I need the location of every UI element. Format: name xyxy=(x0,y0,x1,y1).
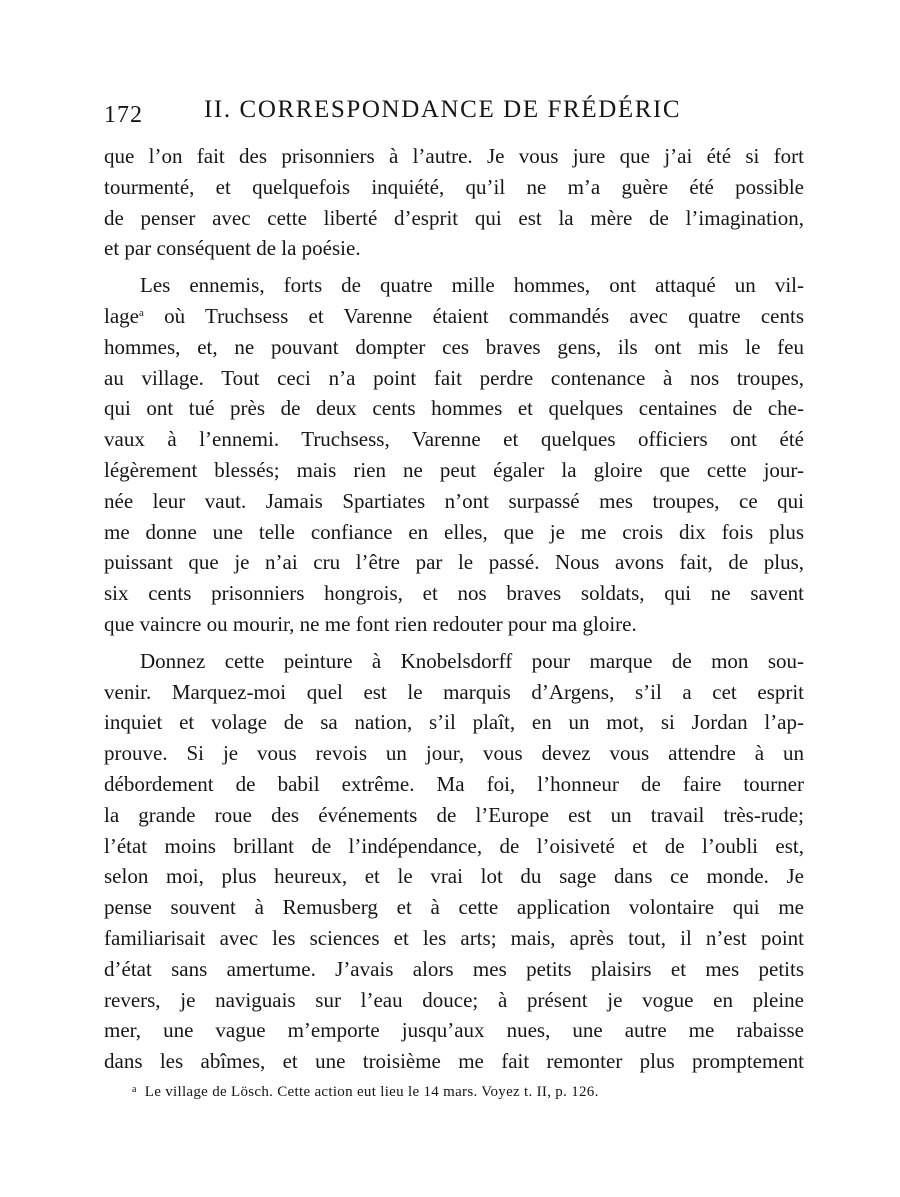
text-line: selon moi, plus heureux, et le vrai lot du sage dans ce monde. Je xyxy=(104,864,804,889)
text-line: d’état sans amertume. J’avais alors mes petits plaisirs et mes petits xyxy=(104,956,804,981)
text-line: tourmenté, et quelquefois inquiété, qu’il ne m’a guère été possible xyxy=(104,174,804,199)
paragraph-3 xyxy=(104,646,804,1077)
text-line: familiarisait avec les sciences et les arts; mais, après tout, il n’est point xyxy=(104,925,804,950)
text-line: née leur vaut. Jamais Spartiates n’ont surpassé mes troupes, ce qui xyxy=(104,488,804,513)
text-fragment: où Truchsess et Varenne étaient commandés avec quatre cents xyxy=(143,303,804,328)
footnote-reference[interactable]: a xyxy=(138,306,144,319)
text-line: hommes, et, ne pouvant dompter ces braves gens, ils ont mis le feu xyxy=(104,334,804,359)
text-line: et par conséquent de la poésie. xyxy=(104,236,361,261)
text-line-with-footnote-ref xyxy=(104,301,804,332)
text-line: six cents prisonniers hongrois, et nos braves soldats, qui ne savent xyxy=(104,581,804,606)
footnote-mark: a xyxy=(132,1084,137,1095)
text-line: mer, une vague m’emporte jusqu’aux nues, une autre me rabaisse xyxy=(104,1018,804,1043)
text-fragment: lage xyxy=(104,303,139,328)
paragraph-2 xyxy=(104,270,804,640)
text-line: pense souvent à Remusberg et à cette application volontaire qui me xyxy=(104,895,804,920)
text-line: au village. Tout ceci n’a point fait perdre contenance à nos troupes, xyxy=(104,365,804,390)
text-line: Donnez cette peinture à Knobelsdorff pour marque de mon sou- xyxy=(140,648,804,673)
text-line: qui ont tué près de deux cents hommes et quelques centaines de che- xyxy=(104,396,804,421)
text-line: débordement de babil extrême. Ma foi, l’honneur de faire tourner xyxy=(104,771,804,796)
text-line: la grande roue des événements de l’Europe est un travail très-rude; xyxy=(104,802,804,827)
text-line: que l’on fait des prisonniers à l’autre. Je vous jure que j’ai été si fort xyxy=(104,144,804,168)
text-line: revers, je naviguais sur l’eau douce; à présent je vogue en pleine xyxy=(104,987,804,1012)
text-line: prouve. Si je vous revois un jour, vous devez vous attendre à un xyxy=(104,741,804,766)
text-line: Les ennemis, forts de quatre mille hommes, ont attaqué un vil- xyxy=(140,273,804,298)
text-line: que vaincre ou mourir, ne me font rien redouter pour ma gloire. xyxy=(104,611,637,636)
footnote-text: Le village de Lösch. Cette action eut lieu le 14 mars. Voyez t. II, p. 126. xyxy=(144,1084,599,1100)
running-head-title: II. CORRESPONDANCE DE FRÉDÉRIC xyxy=(204,96,682,123)
text-line: de penser avec cette liberté d’esprit qui est la mère de l’imagination, xyxy=(104,205,804,230)
text-line: inquiet et volage de sa nation, s’il plaît, en un mot, si Jordan l’ap- xyxy=(104,710,804,735)
body-text xyxy=(104,141,804,1077)
text-line: l’état moins brillant de l’indépendance, de l’oisiveté et de l’oubli est, xyxy=(104,833,804,858)
text-line: venir. Marquez-moi quel est le marquis d’Argens, s’il a cet esprit xyxy=(104,679,804,704)
paragraph-1 xyxy=(104,141,804,264)
running-head xyxy=(104,96,804,132)
text-line: puissant que je n’ai cru l’être par le passé. Nous avons fait, de plus, xyxy=(104,550,804,575)
text-line: dans les abîmes, et une troisième me fait remonter plus promptement xyxy=(104,1049,804,1074)
text-line: légèrement blessés; mais rien ne peut égaler la gloire que cette jour- xyxy=(104,457,804,482)
text-line: me donne une telle confiance en elles, que je me crois dix fois plus xyxy=(104,519,804,544)
footnote xyxy=(132,1084,599,1101)
page-number: 172 xyxy=(104,102,143,128)
text-line: vaux à l’ennemi. Truchsess, Varenne et quelques officiers ont été xyxy=(104,427,804,452)
